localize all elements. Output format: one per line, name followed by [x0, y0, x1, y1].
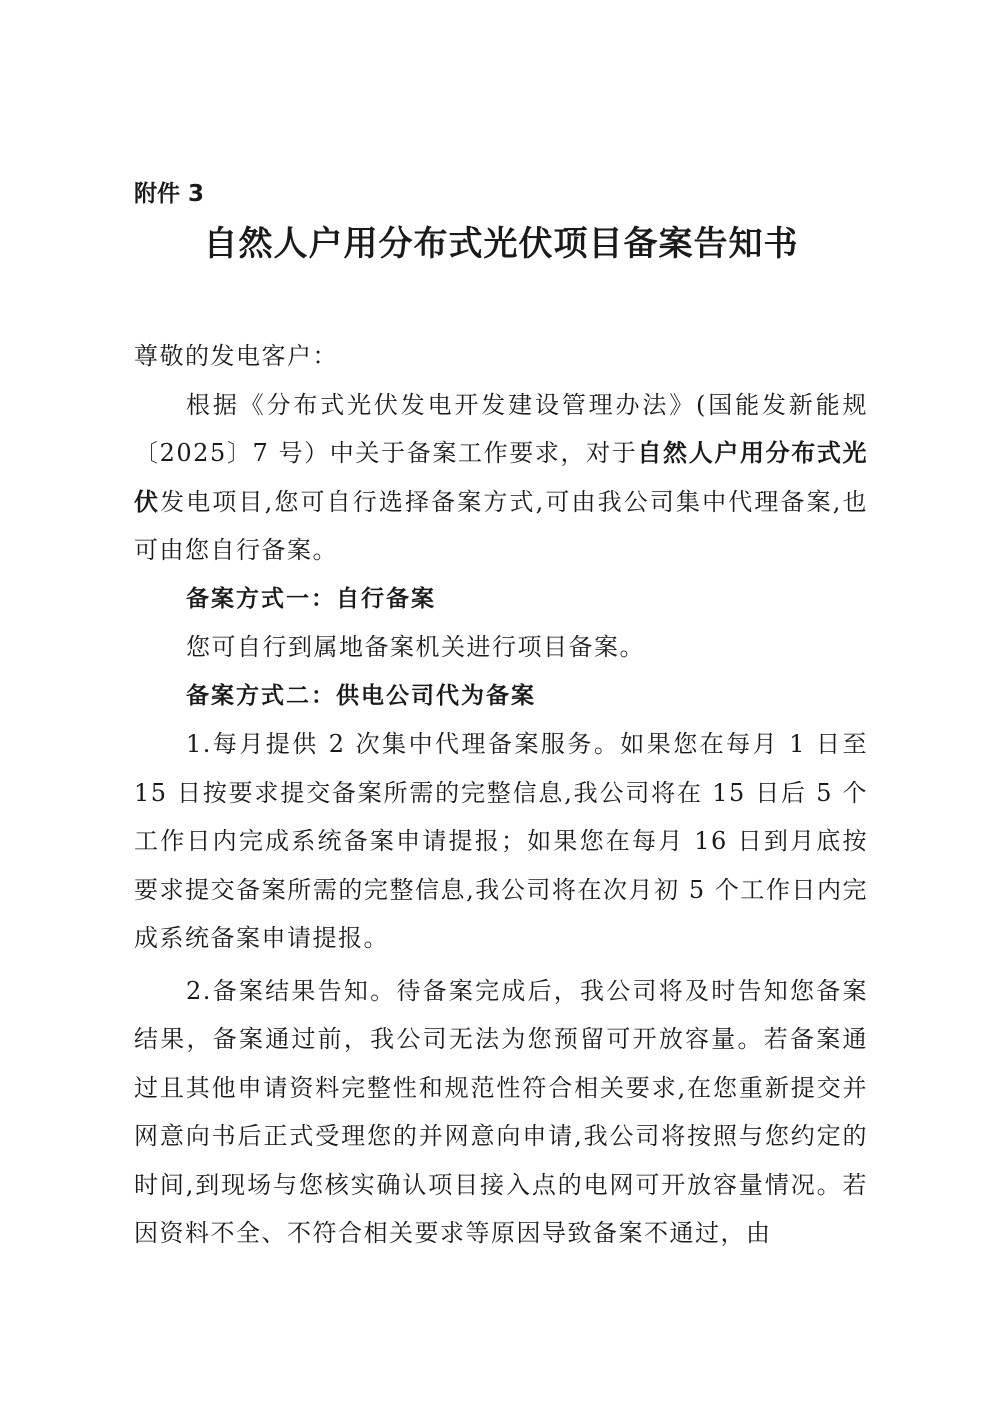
- greeting: 尊敬的发电客户：: [134, 342, 338, 370]
- document-title: 自然人户用分布式光伏项目备案告知书: [203, 224, 799, 264]
- intro-text-bold: 自然人户用分布式光伏: [134, 439, 869, 516]
- intro-text-after: 发电项目,您可自行选择备案方式,可由我公司集中代理备案,也可由您自行备案。: [134, 487, 868, 564]
- method-two-item-2: 2.备案结果告知。待备案完成后，我公司将及时告知您备案结果，备案通过前，我公司无法为您预留可开放容量。若备案通过且其他申请资料完整性和规范性符合相关要求,在您重新提交并网意向书后正式受理您的并网意向申请,我公司将按照与您约定的时间,到现场与您核实确认项目接入点的电网可开放容量情况。若因资料不全、不符合相关要求等原因导致备案不通过，由: [134, 976, 868, 1247]
- attachment-label: 附件 3: [134, 181, 205, 207]
- method-one-text: 您可自行到属地备案机关进行项目备案。: [186, 633, 645, 661]
- intro-text-before: 根据《分布式光伏发电开发建设管理办法》(国能发新能规〔2025〕7 号）中关于备案工作要求，对于: [134, 390, 868, 467]
- intro-paragraph: [134, 381, 868, 575]
- method-two-item-1: 1.每月提供 2 次集中代理备案服务。如果您在每月 1 日至 15 日按要求提交备案所需的完整信息,我公司将在 15 日后 5 个工作日内完成系统备案申请提报；如果您在每月 16 日到月底按要求提交备案所需的完整信息,我公司将在次月初 5 个工作日内完成系统备案申请提报。: [134, 730, 868, 952]
- document-page: [134, 178, 868, 1258]
- method-one-heading: 备案方式一：自行备案: [186, 585, 436, 612]
- method-two-heading: 备案方式二：供电公司代为备案: [186, 682, 536, 709]
